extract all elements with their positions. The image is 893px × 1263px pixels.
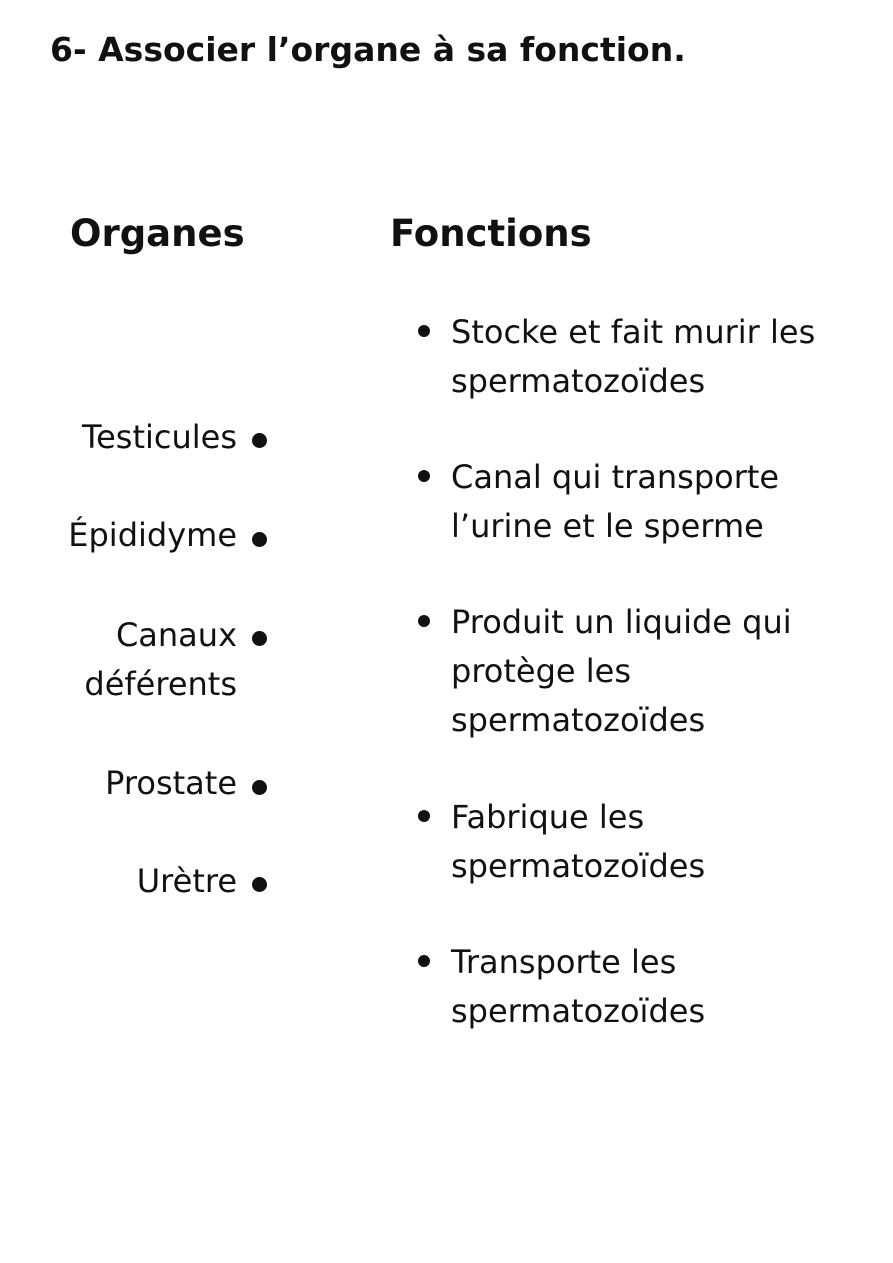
organ-label-uretre: Urètre	[136, 862, 237, 900]
organ-label-epididyme: Épididyme	[68, 516, 237, 554]
function-item-5	[451, 938, 851, 1036]
organ-connector-dot[interactable]	[252, 631, 267, 646]
function-item-3-line2: protège les	[451, 652, 631, 690]
function-connector-dot[interactable]	[418, 955, 430, 967]
function-item-5-line2: spermatozoïdes	[451, 992, 706, 1030]
function-connector-dot[interactable]	[418, 470, 430, 482]
function-item-5-line1: Transporte les	[451, 943, 677, 981]
column-header-organes: Organes	[70, 212, 245, 255]
organ-label-canaux-deferents-line1: Canaux	[115, 616, 237, 654]
column-header-fonctions: Fonctions	[390, 212, 592, 255]
function-item-2	[451, 453, 851, 551]
organ-label-canaux-deferents-line2: déférents	[84, 665, 237, 703]
function-item-4-line2: spermatozoïdes	[451, 847, 706, 885]
function-connector-dot[interactable]	[418, 615, 430, 627]
organ-label-testicules: Testicules	[81, 418, 237, 456]
function-item-4	[451, 793, 851, 891]
function-item-2-line2: l’urine et le sperme	[451, 507, 764, 545]
organ-label-prostate: Prostate	[105, 764, 237, 802]
organ-connector-dot[interactable]	[252, 532, 267, 547]
exercise-title: 6- Associer l’organe à sa fonction.	[50, 30, 686, 69]
function-item-1-line2: spermatozoïdes	[451, 362, 706, 400]
organ-connector-dot[interactable]	[252, 433, 267, 448]
function-item-1	[451, 308, 851, 406]
function-item-3	[451, 598, 851, 745]
function-connector-dot[interactable]	[418, 810, 430, 822]
organ-connector-dot[interactable]	[252, 780, 267, 795]
function-item-3-line1: Produit un liquide qui	[451, 603, 792, 641]
function-item-3-line3: spermatozoïdes	[451, 701, 706, 739]
function-item-1-line1: Stocke et fait murir les	[451, 313, 816, 351]
function-connector-dot[interactable]	[418, 325, 430, 337]
function-item-2-line1: Canal qui transporte	[451, 458, 780, 496]
organ-connector-dot[interactable]	[252, 877, 267, 892]
function-item-4-line1: Fabrique les	[451, 798, 645, 836]
